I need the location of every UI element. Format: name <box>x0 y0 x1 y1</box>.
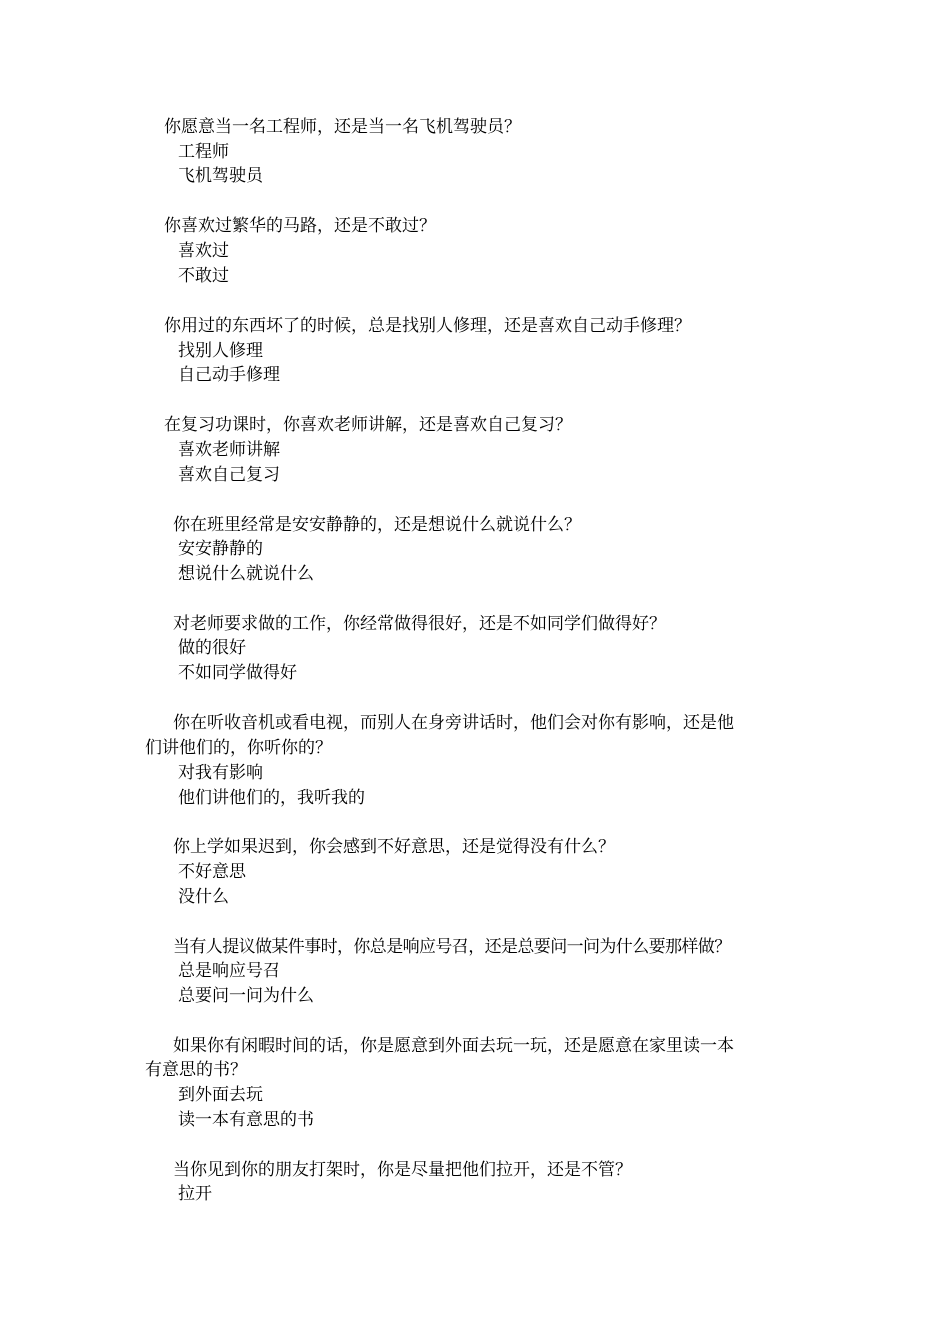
question-2: 你喜欢过繁华的马路，还是不敢过？ <box>164 216 436 236</box>
question-7-line-1: 你在听收音机或看电视，而别人在身旁讲话时，他们会对你有影响，还是他 <box>173 713 734 733</box>
option-5b: 想说什么就说什么 <box>178 564 314 584</box>
question-10-line-2: 有意思的书？ <box>145 1060 247 1080</box>
option-7b: 他们讲他们的，我听我的 <box>178 788 365 808</box>
question-11: 当你见到你的朋友打架时，你是尽量把他们拉开，还是不管？ <box>173 1160 632 1180</box>
question-10-line-1: 如果你有闲暇时间的话，你是愿意到外面去玩一玩，还是愿意在家里读一本 <box>173 1036 734 1056</box>
option-7a: 对我有影响 <box>178 763 263 783</box>
option-6b: 不如同学做得好 <box>178 663 297 683</box>
option-4a: 喜欢老师讲解 <box>178 440 280 460</box>
question-6: 对老师要求做的工作，你经常做得很好，还是不如同学们做得好？ <box>173 614 666 634</box>
option-9a: 总是响应号召 <box>178 961 280 981</box>
option-3b: 自己动手修理 <box>178 365 280 385</box>
option-4b: 喜欢自己复习 <box>178 465 280 485</box>
option-5a: 安安静静的 <box>178 539 263 559</box>
question-1: 你愿意当一名工程师，还是当一名飞机驾驶员？ <box>164 117 521 137</box>
question-7-line-2: 们讲他们的，你听你的？ <box>145 738 332 758</box>
question-3: 你用过的东西坏了的时候，总是找别人修理，还是喜欢自己动手修理？ <box>164 316 691 336</box>
option-2b: 不敢过 <box>178 266 229 286</box>
option-8b: 没什么 <box>178 887 229 907</box>
option-1a: 工程师 <box>178 142 229 162</box>
option-6a: 做的很好 <box>178 638 246 658</box>
option-11a: 拉开 <box>178 1184 212 1204</box>
option-10a: 到外面去玩 <box>178 1085 263 1105</box>
option-1b: 飞机驾驶员 <box>178 166 263 186</box>
question-4: 在复习功课时，你喜欢老师讲解，还是喜欢自己复习？ <box>164 415 572 435</box>
question-5: 你在班里经常是安安静静的，还是想说什么就说什么？ <box>173 515 581 535</box>
option-9b: 总要问一问为什么 <box>178 986 314 1006</box>
option-3a: 找别人修理 <box>178 341 263 361</box>
option-10b: 读一本有意思的书 <box>178 1110 314 1130</box>
question-9: 当有人提议做某件事时，你总是响应号召，还是总要问一问为什么要那样做？ <box>173 937 731 957</box>
option-8a: 不好意思 <box>178 862 246 882</box>
question-8: 你上学如果迟到，你会感到不好意思，还是觉得没有什么？ <box>173 837 615 857</box>
option-2a: 喜欢过 <box>178 241 229 261</box>
